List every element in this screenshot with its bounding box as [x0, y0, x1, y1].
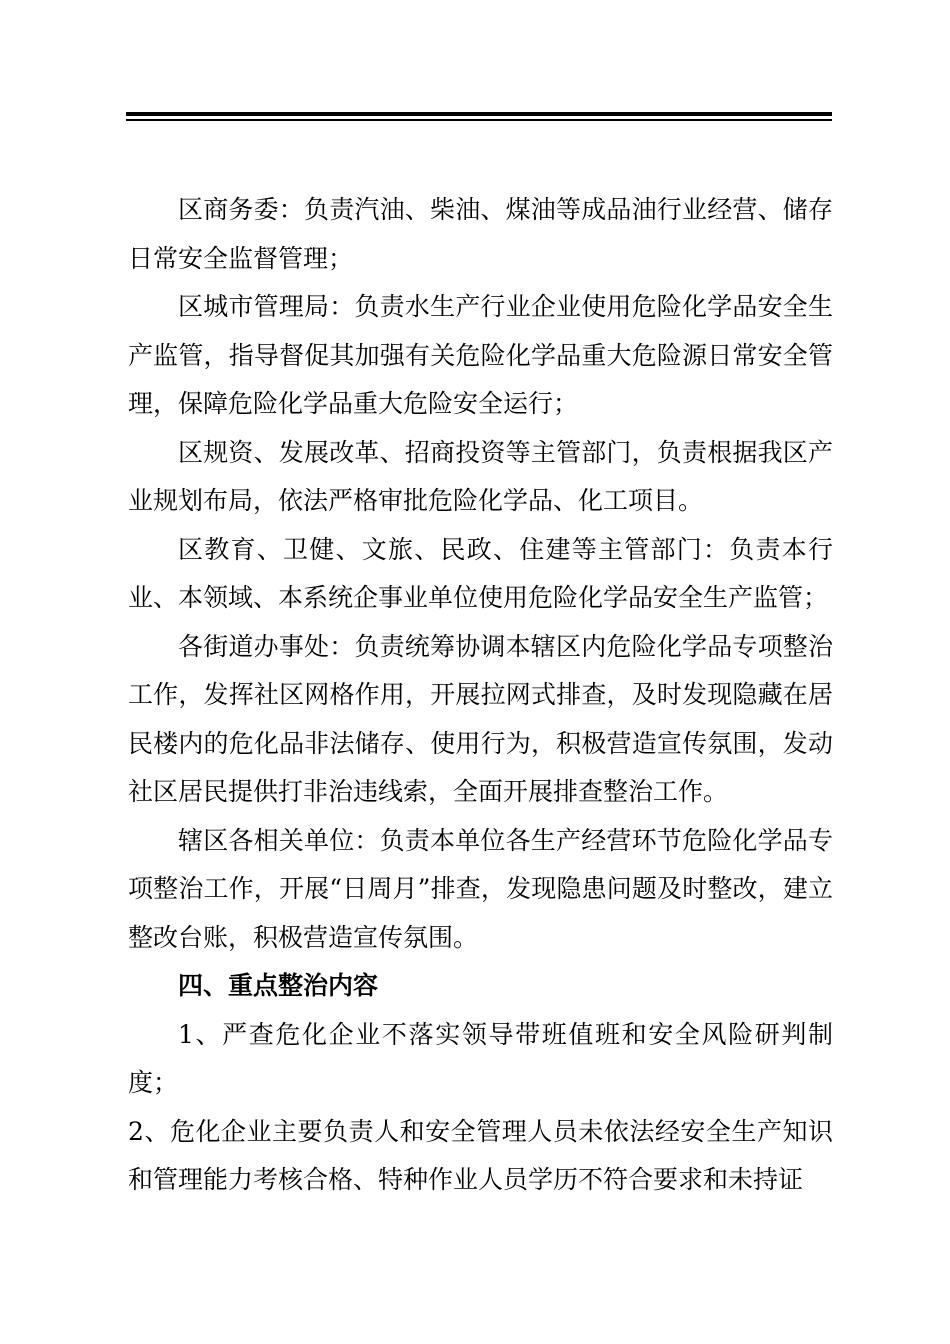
paragraph-planning-departments: 区规资、发展改革、招商投资等主管部门，负责根据我区产业规划布局，依法严格审批危险化学品、化工项目。: [128, 437, 833, 515]
paragraph-city-management: 区城市管理局：负责水生产行业企业使用危险化学品安全生产监管，指导督促其加强有关危险化学品重大危险源日常安全管理，保障危险化学品重大危险安全运行；: [128, 292, 833, 418]
paragraph-district-units: 辖区各相关单位：负责本单位各生产经营环节危险化学品专项整治工作，开展“日周月”排查，发现隐患问题及时整改，建立整改台账，积极营造宣传氛围。: [128, 825, 833, 952]
header-rule-thin: [126, 119, 832, 121]
list-item-1: 1、严查危化企业不落实领导带班值班和安全风险研判制度；: [128, 1019, 833, 1097]
list-item-2: 2、危化企业主要负责人和安全管理人员未依法经安全生产知识和管理能力考核合格、特种作业人员学历不符合要求和未持证: [128, 1116, 833, 1194]
section-heading: 四、重点整治内容: [178, 971, 379, 1000]
paragraph-street-offices: 各街道办事处：负责统筹协调本辖区内危险化学品专项整治工作，发挥社区网格作用，开展拉网式排查，及时发现隐藏在居民楼内的危化品非法储存、使用行为，积极营造宣传氛围，发动社区居民提供打非治违线索，全面开展排查整治工作。: [128, 631, 833, 806]
paragraph-education-health-departments: 区教育、卫健、文旅、民政、住建等主管部门：负责本行业、本领域、本系统企事业单位使用危险化学品安全生产监管；: [128, 534, 833, 612]
header-rule-thick: [126, 112, 832, 116]
paragraph-commerce-committee: 区商务委：负责汽油、柴油、煤油等成品油行业经营、储存日常安全监督管理；: [128, 195, 833, 273]
document-body: [128, 186, 833, 1205]
